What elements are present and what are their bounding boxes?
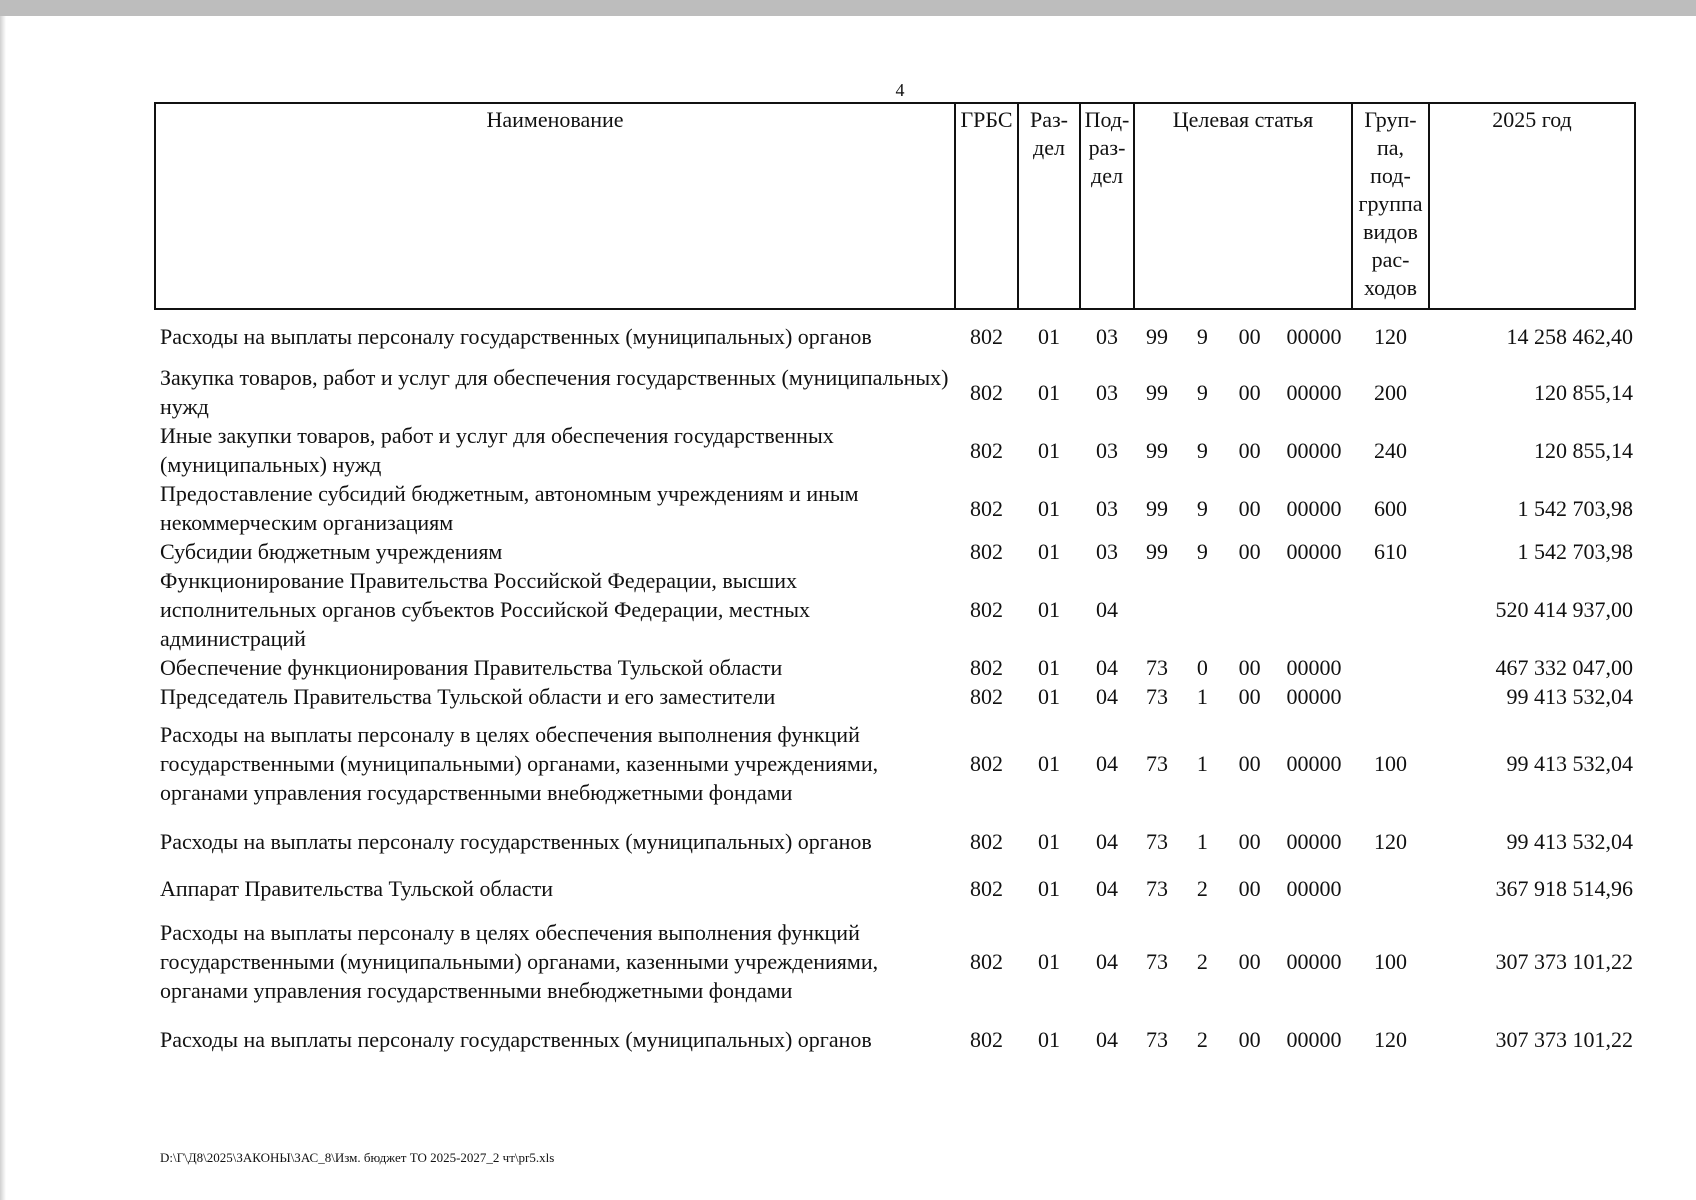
row-expense-group — [1352, 867, 1429, 909]
row-name: Субсидии бюджетным учреждениям — [160, 539, 503, 564]
table-row — [155, 711, 1635, 815]
table-row — [155, 682, 1635, 711]
row-podrazdel: 04 — [1096, 828, 1118, 854]
row-amount-2025: 367 918 514,96 — [1495, 875, 1633, 901]
row-expense-group: 120 — [1374, 1026, 1407, 1052]
table-row — [155, 363, 1635, 421]
row-razdel: 01 — [1038, 828, 1060, 854]
row-razdel: 01 — [1038, 597, 1060, 622]
row-razdel: 01 — [1038, 875, 1060, 901]
target-program: 73 — [1146, 750, 1168, 776]
row-podrazdel: 04 — [1096, 655, 1118, 680]
row-podrazdel: 04 — [1096, 875, 1118, 901]
table-row — [155, 815, 1635, 867]
header-target-article: Целевая статья — [1134, 103, 1352, 309]
row-name: Расходы на выплаты персоналу в целях обеспечения выполнения функций государственными (муниципальными) органами, казенными учреждениями, органами управления государственными внебюджетными фондами — [160, 919, 879, 1003]
row-amount-2025: 307 373 101,22 — [1495, 948, 1633, 974]
target-event: 00 — [1238, 379, 1261, 405]
target-direction: 00000 — [1286, 684, 1342, 709]
row-razdel: 01 — [1038, 1026, 1060, 1052]
scan-left-edge — [0, 16, 6, 1200]
row-expense-group: 600 — [1374, 495, 1407, 521]
row-target-article — [1134, 867, 1352, 909]
target-direction: 00000 — [1286, 495, 1342, 521]
target-subprogram: 9 — [1196, 539, 1208, 564]
row-amount-2025: 1 542 703,98 — [1517, 539, 1633, 564]
target-program: 99 — [1146, 495, 1168, 521]
row-grbs: 802 — [970, 684, 1003, 709]
target-event: 00 — [1238, 1026, 1261, 1052]
target-program: 99 — [1146, 539, 1168, 564]
row-razdel: 01 — [1038, 437, 1060, 463]
target-event: 00 — [1238, 875, 1261, 901]
row-expense-group: 240 — [1374, 437, 1407, 463]
target-direction: 00000 — [1286, 655, 1342, 680]
target-subprogram: 2 — [1196, 1026, 1208, 1052]
table-row — [155, 867, 1635, 909]
row-amount-2025: 307 373 101,22 — [1495, 1026, 1633, 1052]
target-direction: 00000 — [1286, 1026, 1342, 1052]
row-name: Председатель Правительства Тульской области и его заместители — [160, 684, 776, 709]
row-expense-group: 120 — [1374, 324, 1407, 349]
row-razdel: 01 — [1038, 750, 1060, 776]
target-subprogram: 9 — [1196, 437, 1208, 463]
row-name: Предоставление субсидий бюджетным, автономным учреждениям и иным некоммерческим организациям — [160, 481, 859, 535]
budget-table — [154, 102, 1636, 1065]
row-podrazdel: 04 — [1096, 948, 1118, 974]
table-header-row — [155, 103, 1635, 309]
row-grbs: 802 — [970, 655, 1003, 680]
row-expense-group: 100 — [1374, 750, 1407, 776]
header-expense-group: Груп- па, под- группа видов рас- ходов — [1352, 103, 1429, 309]
target-subprogram: 1 — [1196, 828, 1208, 854]
table-row — [155, 537, 1635, 566]
target-program: 73 — [1146, 1026, 1168, 1052]
row-grbs: 802 — [970, 437, 1003, 463]
target-event: 00 — [1238, 539, 1261, 564]
row-grbs: 802 — [970, 828, 1003, 854]
row-expense-group — [1352, 682, 1429, 711]
table-row — [155, 909, 1635, 1013]
target-direction: 00000 — [1286, 948, 1342, 974]
row-amount-2025: 99 413 532,04 — [1506, 750, 1633, 776]
row-razdel: 01 — [1038, 948, 1060, 974]
row-target-article — [1134, 363, 1352, 421]
table-row — [155, 566, 1635, 653]
target-program: 99 — [1146, 324, 1168, 349]
header-razdel: Раз- дел — [1018, 103, 1080, 309]
row-amount-2025: 14 258 462,40 — [1506, 324, 1633, 349]
target-direction: 00000 — [1286, 750, 1342, 776]
table-row — [155, 1013, 1635, 1065]
row-grbs: 802 — [970, 1026, 1003, 1052]
header-grbs: ГРБС — [955, 103, 1018, 309]
target-subprogram: 9 — [1196, 495, 1208, 521]
target-event: 00 — [1238, 495, 1261, 521]
row-amount-2025: 120 855,14 — [1534, 379, 1633, 405]
target-event: 00 — [1238, 655, 1261, 680]
footer-file-path: D:\Г\Д8\2025\ЗАКОНЫ\ЗАС_8\Изм. бюджет ТО 2025-2027_2 чт\pr5.xls — [160, 1150, 555, 1165]
row-target-article — [1134, 711, 1352, 815]
row-razdel: 01 — [1038, 539, 1060, 564]
row-podrazdel: 03 — [1096, 539, 1118, 564]
table-row — [155, 421, 1635, 479]
row-target-article — [1134, 309, 1352, 363]
target-program: 99 — [1146, 437, 1168, 463]
row-razdel: 01 — [1038, 655, 1060, 680]
target-program: 73 — [1146, 828, 1168, 854]
target-subprogram: 0 — [1196, 655, 1208, 680]
row-expense-group: 200 — [1374, 379, 1407, 405]
row-razdel: 01 — [1038, 495, 1060, 521]
row-razdel: 01 — [1038, 379, 1060, 405]
table-row — [155, 653, 1635, 682]
target-program: 99 — [1146, 379, 1168, 405]
header-year-2025: 2025 год — [1429, 103, 1635, 309]
row-amount-2025: 99 413 532,04 — [1506, 684, 1633, 709]
target-event: 00 — [1238, 750, 1261, 776]
row-razdel: 01 — [1038, 324, 1060, 349]
target-subprogram: 2 — [1196, 875, 1208, 901]
row-expense-group: 120 — [1374, 828, 1407, 854]
row-name: Обеспечение функционирования Правительства Тульской области — [160, 655, 783, 680]
target-direction: 00000 — [1286, 379, 1342, 405]
row-podrazdel: 03 — [1096, 324, 1118, 349]
target-event: 00 — [1238, 324, 1261, 349]
table-body — [155, 309, 1635, 1065]
row-amount-2025: 99 413 532,04 — [1506, 828, 1633, 854]
table-row — [155, 479, 1635, 537]
target-event: 00 — [1238, 828, 1261, 854]
target-program: 73 — [1146, 655, 1168, 680]
header-name: Наименование — [155, 103, 955, 309]
row-name: Функционирование Правительства Российской Федерации, высших исполнительных органов субъектов Российской Федерации, местных администраций — [160, 568, 811, 651]
target-subprogram: 9 — [1196, 324, 1208, 349]
table-row — [155, 309, 1635, 363]
row-amount-2025: 120 855,14 — [1534, 437, 1633, 463]
row-amount-2025: 467 332 047,00 — [1495, 655, 1633, 680]
row-expense-group: 100 — [1374, 948, 1407, 974]
target-direction: 00000 — [1286, 324, 1342, 349]
row-razdel: 01 — [1038, 684, 1060, 709]
target-event: 00 — [1238, 437, 1261, 463]
target-program: 73 — [1146, 875, 1168, 901]
row-grbs: 802 — [970, 875, 1003, 901]
row-podrazdel: 03 — [1096, 379, 1118, 405]
row-grbs: 802 — [970, 597, 1003, 622]
target-subprogram: 9 — [1196, 379, 1208, 405]
row-podrazdel: 03 — [1096, 437, 1118, 463]
row-target-article — [1134, 815, 1352, 867]
target-direction: 00000 — [1286, 539, 1342, 564]
target-direction: 00000 — [1286, 437, 1342, 463]
row-target-article — [1134, 537, 1352, 566]
target-subprogram: 1 — [1196, 750, 1208, 776]
row-podrazdel: 04 — [1096, 684, 1118, 709]
row-podrazdel: 04 — [1096, 750, 1118, 776]
row-target-article — [1134, 909, 1352, 1013]
row-podrazdel: 04 — [1096, 1026, 1118, 1052]
target-subprogram: 1 — [1196, 684, 1208, 709]
row-podrazdel: 04 — [1096, 597, 1118, 622]
target-direction: 00000 — [1286, 828, 1342, 854]
row-expense-group — [1352, 566, 1429, 653]
row-name: Иные закупки товаров, работ и услуг для обеспечения государственных (муниципальных) нужд — [160, 423, 834, 477]
row-name: Расходы на выплаты персоналу государственных (муниципальных) органов — [160, 1026, 872, 1052]
row-name: Расходы на выплаты персоналу в целях обеспечения выполнения функций государственными (муниципальными) органами, казенными учреждениями, органами управления государственными внебюджетными фондами — [160, 721, 879, 805]
row-target-article — [1134, 653, 1352, 682]
row-amount-2025: 520 414 937,00 — [1495, 597, 1633, 622]
target-event: 00 — [1238, 684, 1261, 709]
header-podrazdel: Под- раз- дел — [1080, 103, 1134, 309]
target-program: 73 — [1146, 684, 1168, 709]
row-grbs: 802 — [970, 539, 1003, 564]
row-grbs: 802 — [970, 324, 1003, 349]
row-target-article — [1134, 421, 1352, 479]
row-grbs: 802 — [970, 750, 1003, 776]
target-direction: 00000 — [1286, 875, 1342, 901]
row-amount-2025: 1 542 703,98 — [1517, 495, 1633, 521]
row-grbs: 802 — [970, 948, 1003, 974]
row-name: Аппарат Правительства Тульской области — [160, 875, 553, 901]
target-event: 00 — [1238, 948, 1261, 974]
row-name: Расходы на выплаты персоналу государственных (муниципальных) органов — [160, 828, 872, 854]
row-target-article — [1134, 1013, 1352, 1065]
target-subprogram: 2 — [1196, 948, 1208, 974]
row-name: Расходы на выплаты персоналу государственных (муниципальных) органов — [160, 324, 872, 349]
row-name: Закупка товаров, работ и услуг для обеспечения государственных (муниципальных) нужд — [160, 365, 949, 419]
page-number: 4 — [895, 80, 905, 100]
row-podrazdel: 03 — [1096, 495, 1118, 521]
row-grbs: 802 — [970, 379, 1003, 405]
row-grbs: 802 — [970, 495, 1003, 521]
row-target-article — [1134, 566, 1352, 653]
scan-top-border — [0, 0, 1696, 16]
row-target-article — [1134, 682, 1352, 711]
row-target-article — [1134, 479, 1352, 537]
row-expense-group: 610 — [1374, 539, 1407, 564]
row-expense-group — [1352, 653, 1429, 682]
target-program: 73 — [1146, 948, 1168, 974]
